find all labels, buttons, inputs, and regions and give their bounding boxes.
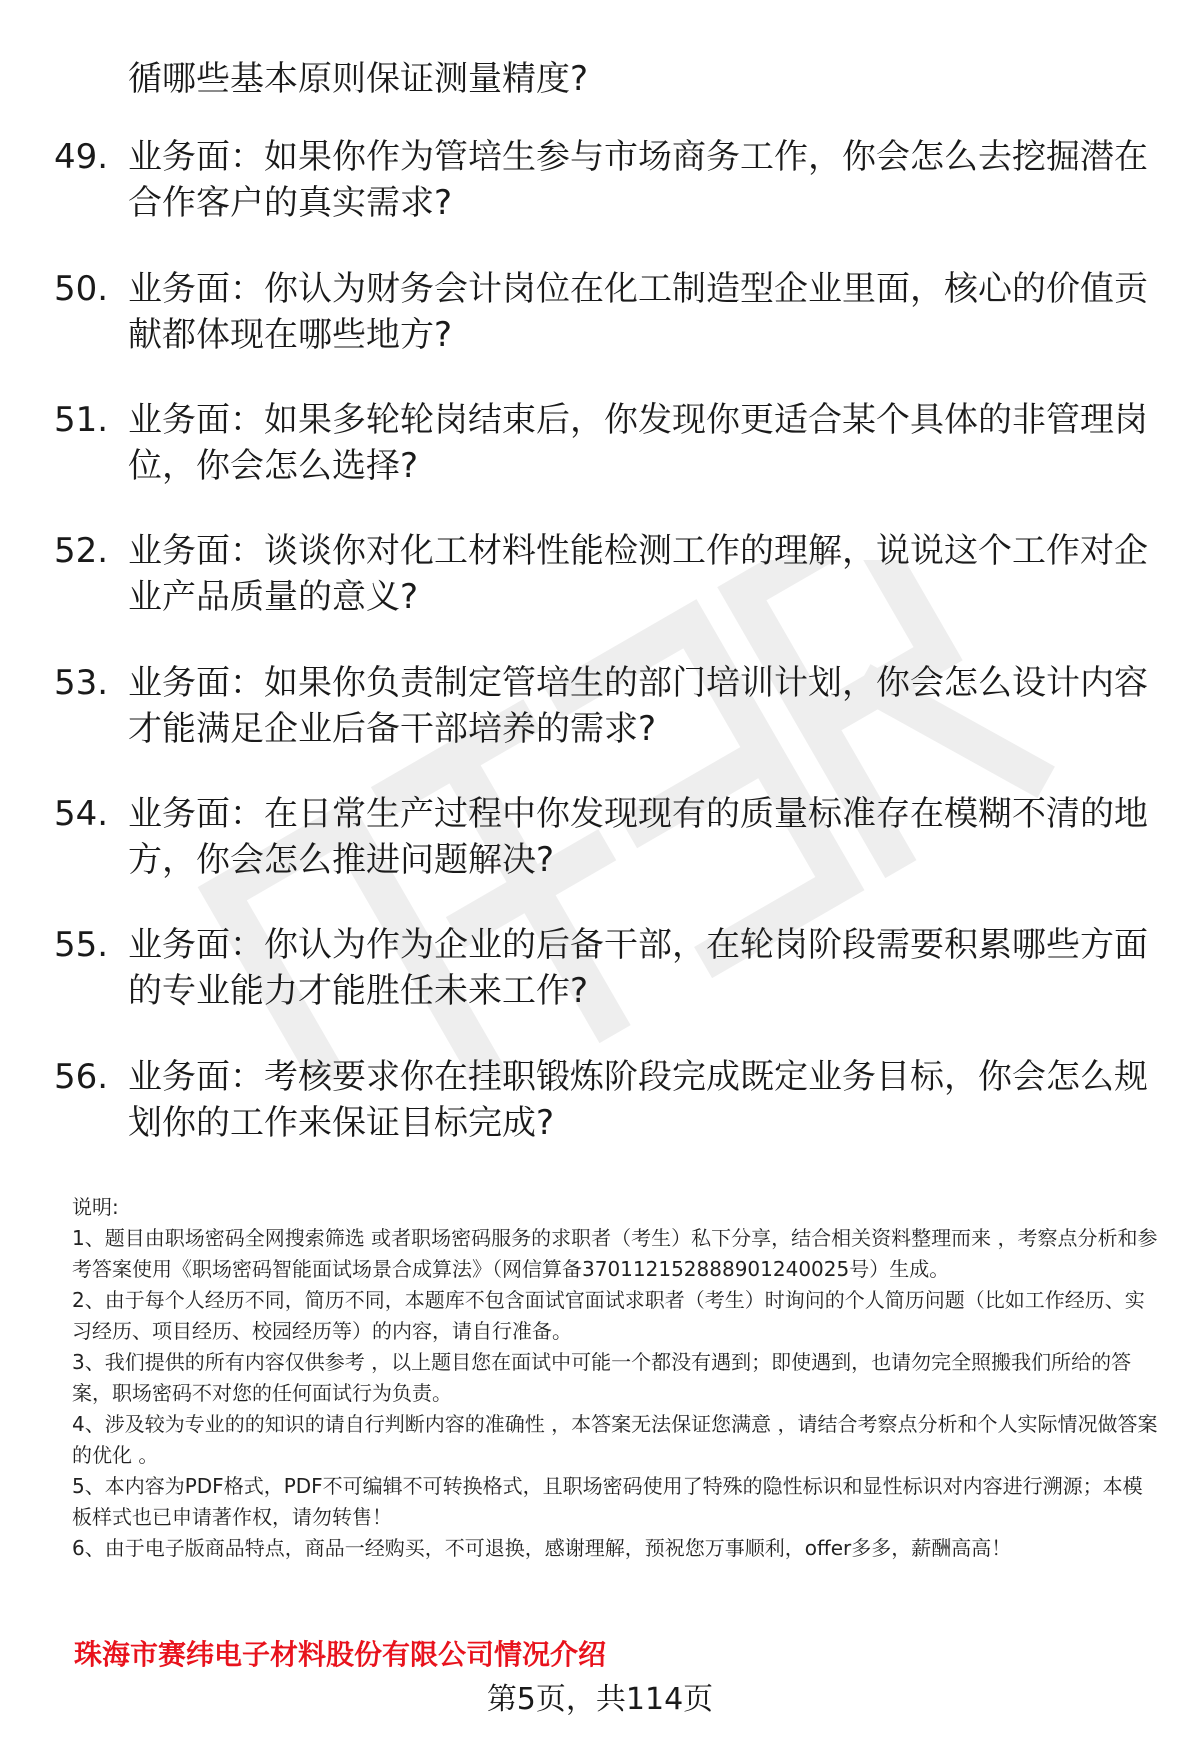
question-text: 业务面：谈谈你对化工材料性能检测工作的理解，说说这个工作对企业产品质量的意义? — [128, 531, 1148, 617]
question-number: 49. — [54, 137, 109, 177]
question-continuation: 循哪些基本原则保证测量精度? — [128, 59, 589, 99]
question-text: 业务面：你认为作为企业的后备干部，在轮岗阶段需要积累哪些方面的专业能力才能胜任未来工作? — [128, 925, 1148, 1011]
question-number: 56. — [54, 1057, 109, 1097]
question-number: 54. — [54, 794, 109, 834]
notes-item: 6、由于电子版商品特点，商品一经购买，不可退换，感谢理解，预祝您万事顺利，offer多多，薪酬高高！ — [72, 1536, 1012, 1560]
question-number: 52. — [54, 531, 109, 571]
notes-section — [72, 1192, 1162, 1564]
question-number: 50. — [54, 269, 109, 309]
page-number: 第5页，共114页 — [486, 1682, 714, 1717]
notes-item: 1、题目由职场密码全网搜索筛选 或者职场密码服务的求职者（考生）私下分享，结合相关资料整理而来 ，考察点分析和参考答案使用《职场密码智能面试场景合成算法》（网信算备370112152888901240025号）生成。 — [72, 1226, 1158, 1281]
notes-heading: 说明: — [72, 1195, 119, 1219]
notes-item: 4、涉及较为专业的的知识的请自行判断内容的准确性 ，本答案无法保证您满意 ，请结合考察点分析和个人实际情况做答案的优化 。 — [72, 1412, 1158, 1467]
question-text: 业务面：你认为财务会计岗位在化工制造型企业里面，核心的价值贡献都体现在哪些地方? — [128, 269, 1148, 355]
question-text: 业务面：在日常生产过程中你发现现有的质量标准存在模糊不清的地方，你会怎么推进问题解决? — [128, 794, 1148, 880]
question-number: 51. — [54, 400, 109, 440]
notes-item: 3、我们提供的所有内容仅供参考 ，以上题目您在面试中可能一个都没有遇到；即使遇到，也请勿完全照搬我们所给的答案，职场密码不对您的任何面试行为负责。 — [72, 1350, 1132, 1405]
question-number: 55. — [54, 925, 109, 965]
question-text: 业务面：如果你作为管培生参与市场商务工作，你会怎么去挖掘潜在合作客户的真实需求? — [128, 137, 1148, 223]
question-text: 业务面：考核要求你在挂职锻炼阶段完成既定业务目标，你会怎么规划你的工作来保证目标完成? — [128, 1057, 1148, 1143]
question-text: 业务面：如果你负责制定管培生的部门培训计划，你会怎么设计内容才能满足企业后备干部培养的需求? — [128, 663, 1148, 749]
notes-item: 2、由于每个人经历不同，简历不同，本题库不包含面试官面试求职者（考生）时询问的个人简历问题（比如工作经历、实习经历、项目经历、校园经历等）的内容，请自行准备。 — [72, 1288, 1145, 1343]
question-number: 53. — [54, 663, 109, 703]
notes-item: 5、本内容为PDF格式，PDF不可编辑不可转换格式，且职场密码使用了特殊的隐性标识和显性标识对内容进行溯源；本模板样式也已申请著作权，请勿转售！ — [72, 1474, 1143, 1529]
question-text: 业务面：如果多轮轮岗结束后，你发现你更适合某个具体的非管理岗位，你会怎么选择? — [128, 400, 1148, 486]
company-title-link[interactable]: 珠海市赛纬电子材料股份有限公司情况介绍 — [74, 1638, 607, 1671]
